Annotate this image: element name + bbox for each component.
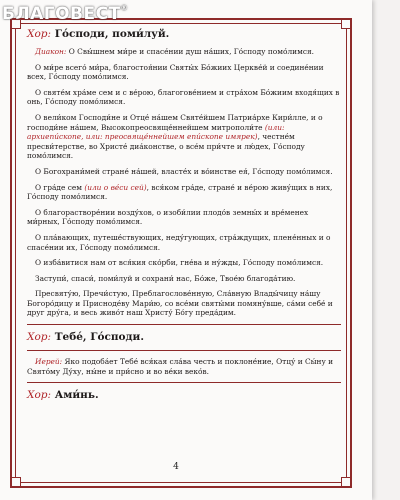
choir-response-text: Тебе́, Го́споди. xyxy=(54,331,144,344)
rubric-note: (или: архиепи́скопе, или: преосвяще́ннейшем епи́скопе имярек) xyxy=(27,122,285,142)
petition-text: О гра́де сем xyxy=(35,182,85,192)
petition xyxy=(27,208,341,227)
petition xyxy=(27,63,341,82)
choir-response xyxy=(27,331,341,344)
frame-corner-ornament xyxy=(341,477,351,487)
divider xyxy=(27,350,341,351)
exclamation xyxy=(27,357,341,376)
petition xyxy=(27,289,341,318)
frame-corner-ornament xyxy=(11,477,21,487)
petition-text: О ми́ре всего́ ми́ра, благостоя́нии Святы́х Бо́жиих Церкве́й и соедине́нии всех, Го́споду помо́лимся. xyxy=(27,62,324,82)
role-label: Иерей: xyxy=(35,357,63,367)
petition-text: О пла́вающих, путеше́ствующих, неду́гующих, стра́ждущих, плене́нных и о спасе́нии их, Го́споду помо́лимся. xyxy=(27,232,331,252)
petition xyxy=(27,113,341,161)
divider xyxy=(27,382,341,383)
amen-text: Ами́нь. xyxy=(54,389,99,402)
petition-text: О Свы́шнем ми́ре и спасе́нии душ на́ших, Го́споду помо́лимся. xyxy=(68,47,314,56)
petition-text: Пресвяту́ю, Пречи́стую, Преблагослове́нную, Сла́вную Влады́чицу на́шу Богоро́дицу и Присноде́ву Мари́ю, со все́ми святы́ми помяну́вше, са́ми себе́ и друг дру́га, и весь живо́т наш Христу́ Бо́гу преда́дим. xyxy=(27,289,333,318)
exclamation-text: Яко подоба́ет Тебе́ вся́кая сла́ва честь и поклоне́ние, Отцу́ и Сы́ну и Свято́му Ду́ху, ны́не и при́сно и во ве́ки веко́в. xyxy=(27,357,334,376)
petition xyxy=(27,167,341,177)
divider xyxy=(27,324,341,325)
petition xyxy=(27,88,341,107)
petition xyxy=(27,183,341,202)
petition-text: О изба́витися нам от вся́кия ско́рби, гне́ва и ну́жды, Го́споду помо́лимся. xyxy=(35,258,324,268)
petition-text: О святе́м хра́ме сем и с ве́рою, благогове́нием и стра́хом Бо́жиим входя́щих в онь, Го́споду помо́лимся. xyxy=(27,87,340,107)
role-label: Диакон: xyxy=(35,47,67,56)
page-number: 4 xyxy=(173,462,179,472)
petition xyxy=(27,258,341,268)
role-label: Хор: xyxy=(27,389,52,402)
petition-text: Заступи́, спаси́, поми́луй и сохрани́ нас, Бо́же, Твое́ю благода́тию. xyxy=(35,273,296,283)
choir-text: Го́споди, поми́луй. xyxy=(54,28,170,40)
watermark-logo xyxy=(2,4,128,24)
petition-text: О вели́ком Господи́не и Отце́ на́шем Святе́йшем Патриа́рхе Кири́лле, и о господи́не на́шем, Высокопреосвяще́ннейшем митрополи́те xyxy=(27,112,323,132)
petition-text: , честне́м пресви́терстве, во Христе́ диа́констве, о все́м при́чте и лю́дех, Го́споду помо́лимся. xyxy=(27,132,305,161)
role-label: Хор: xyxy=(27,28,52,40)
petition xyxy=(27,233,341,252)
frame-corner-ornament xyxy=(341,19,351,29)
registered-mark: ® xyxy=(120,4,129,12)
petition xyxy=(27,47,341,57)
petition-text: , вся́ком гра́де, стране́ и ве́рою живу́щих в них, Го́споду помо́лимся. xyxy=(27,182,333,202)
role-label: Хор: xyxy=(27,331,52,344)
watermark-text: БЛАГОВЕСТ xyxy=(2,4,121,24)
petition xyxy=(27,274,341,284)
litany-text xyxy=(27,28,341,408)
choir-line xyxy=(27,28,341,41)
petition-text: О благорастворе́нии возду́хов, о изоби́лии плодо́в земны́х и вре́менех ми́рных, Го́споду помо́лимся. xyxy=(27,207,309,227)
rubric-note: (или о ве́си сей) xyxy=(84,182,147,192)
petition-text: О Богохрани́мей стране́ на́шей, власте́х и во́инстве ея́, Го́споду помо́лимся. xyxy=(35,166,333,176)
amen-line xyxy=(27,389,341,402)
